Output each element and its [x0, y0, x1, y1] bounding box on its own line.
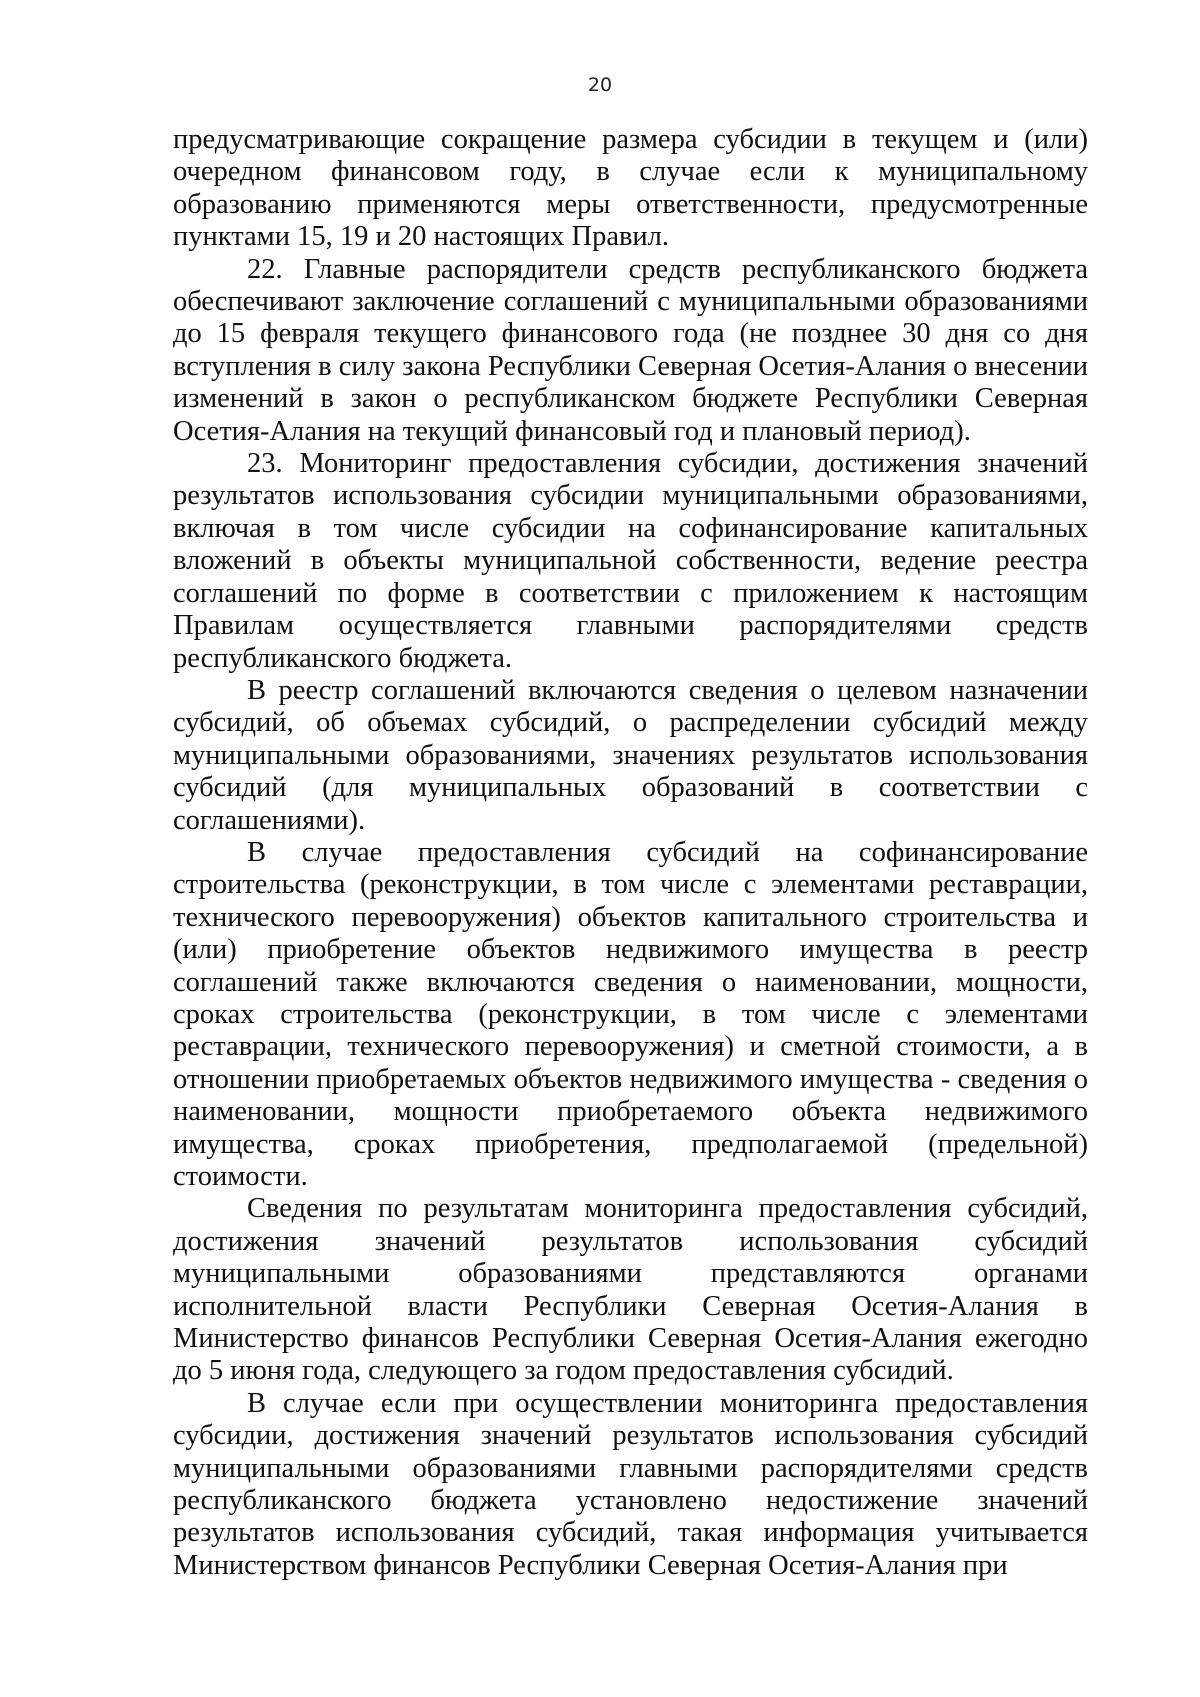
paragraph-non-achievement: В случае если при осуществлении мониторинга предоставления субсидии, достижения значений результатов использования субсидий муниципальными образованиями главными распорядителями средств республиканского бюджета установлено недостижение значений результатов использования субсидий, такая информация учитывается Министерством финансов Республики Северная Осетия-Алания при: [173, 1387, 1088, 1581]
page-number: 20: [587, 74, 613, 96]
paragraph-construction-cofinancing: В случае предоставления субсидий на софинансирование строительства (реконструкции, в том числе с элементами реставрации, технического перевооружения) объектов капитального строительства и (или) приобретение объектов недвижимого имущества в реестр соглашений также включаются сведения о наименовании, мощности, сроках строительства (реконструкции, в том числе с элементами реставрации, технического перевооружения) и сметной стоимости, а в отношении приобретаемых объектов недвижимого имущества - сведения о наименовании, мощности приобретаемого объекта недвижимого имущества, сроках приобретения, предполагаемой (предельной) стоимости.: [173, 836, 1088, 1192]
document-body: [173, 124, 1088, 1582]
paragraph-22: 22. Главные распорядители средств республиканского бюджета обеспечивают заключение соглашений с муниципальными образованиями до 15 февраля текущего финансового года (не позднее 30 дня со дня вступления в силу закона Республики Северная Осетия-Алания о внесении изменений в закон о республиканском бюджете Республики Северная Осетия-Алания на текущий финансовый год и плановый период).: [173, 253, 1088, 447]
paragraph-registry-contents: В реестр соглашений включаются сведения о целевом назначении субсидий, об объемах субсидий, о распределении субсидий между муниципальными образованиями, значениях результатов использования субсидий (для муниципальных образований в соответствии с соглашениями).: [173, 674, 1088, 836]
paragraph-continuation: предусматривающие сокращение размера субсидии в текущем и (или) очередном финансовом году, в случае если к муниципальному образованию применяются меры ответственности, предусмотренные пунктами 15, 19 и 20 настоящих Правил.: [173, 124, 1088, 253]
paragraph-monitoring-results: Сведения по результатам мониторинга предоставления субсидий, достижения значений результатов использования субсидий муниципальными образованиями представляются органами исполнительной власти Республики Северная Осетия-Алания в Министерство финансов Республики Северная Осетия-Алания ежегодно до 5 июня года, следующего за годом предоставления субсидий.: [173, 1193, 1088, 1387]
paragraph-23: 23. Мониторинг предоставления субсидии, достижения значений результатов использования субсидии муниципальными образованиями, включая в том числе субсидии на софинансирование капитальных вложений в объекты муниципальной собственности, ведение реестра соглашений по форме в соответствии с приложением к настоящим Правилам осуществляется главными распорядителями средств республиканского бюджета.: [173, 448, 1088, 674]
